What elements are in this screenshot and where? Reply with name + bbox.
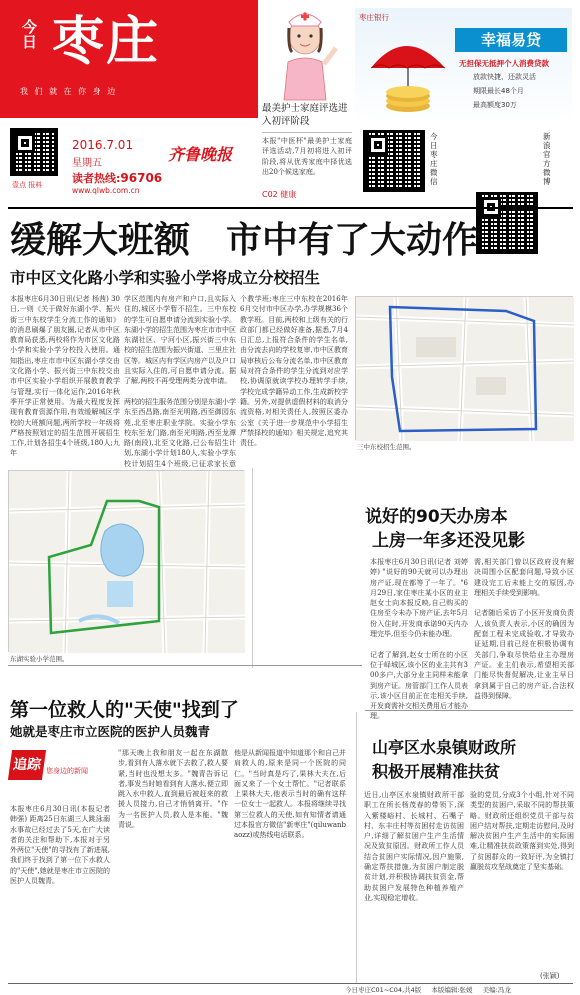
story3-column-logo xyxy=(10,748,110,802)
hotline-label: 读者热线: xyxy=(72,172,121,185)
footer-rule xyxy=(8,983,573,984)
brand-logo: 齐鲁晚报 xyxy=(168,145,233,164)
story3-logo-sub: 您身边的新闻 xyxy=(46,767,88,775)
lead-body-col2: 学区范围内有房产和户口,且实际入住的,城区小学暂不招生。三中东校的学生可自愿申请分流到实验小学。东湖小学的招生范围为枣庄市市中区东湖社区、宁河小区,振兴街三中东校的招生范围为振兴街道、三里庄社区等。城区内有学区内房产以及户口且实际入住的,可自愿申请分流。据了解,两校不再受理两类分流申请。 两校的招生服务范围分别是东湖小学东至西昌路,南至光明路,西至御园东苑,北至枣庄职业学院。实验小学东校东至龙门路,南至光明路,西至龙潭路(南段),北至文化路,已公布招生计划,东湖小学计划180人,实验小学东校计划招生4个班级,已征求家长意 xyxy=(124,295,236,468)
section-rule-right xyxy=(365,710,573,711)
umbrella-coins-icon xyxy=(361,28,451,120)
lead-body-col1: 本报枣庄6月30日讯(记者 杨茜) 30日,一则《关于做好东湖小学、振兴街三中东校学生分流工作的通知》的消息刷爆了朋友圈,记者从市中区教育局获悉,两校将作为市区文化路小学和实验小学分校投入使用。通知指出,枣庄市市中区东湖小学交由文化路小学、振兴街三中东校交由市中区实验小学组织开展教育教学与管理,实行一体化运作,2016年秋季开学正常使用。为最大程度发挥现有教育资源作用,有效缓解城区学校的大班额问题,两所学校一年级将严格按照划定的招生范围开展招生工作,计划各招生4个班级,180人;九年 xyxy=(10,295,120,458)
lead-subhead: 市中区文化路小学和实验小学将成立分校招生 xyxy=(10,269,321,287)
bank-line3: 期限最长48个月 xyxy=(473,87,524,95)
issue-date: 2016.7.01 xyxy=(72,138,134,152)
wechat-qr-code[interactable] xyxy=(363,130,425,192)
hotline-number: 96706 xyxy=(120,171,163,185)
lead-map-large xyxy=(8,470,244,652)
story4-headline-line1: 山亭区水泉镇财政所 xyxy=(372,738,517,757)
promo-title: 最美护士家庭评选进入初评阶段 xyxy=(262,103,348,127)
masthead-logo-prefix: 今日 xyxy=(22,18,38,51)
bank-ad[interactable] xyxy=(355,8,572,123)
app-qr-code[interactable] xyxy=(10,128,58,176)
story3-body-col2: "那天晚上我和朋友一起在东湖散步,看到有人落水就下去救了,救人要紧,当时也没想太多。"魏青告诉记者,事发当时她看到有人落水,便立即跳入水中救人,直到最后被赶来的救援人员接力,自己才悄悄离开。"作为一名医护人员,救人是本能。"魏青说。 xyxy=(118,749,228,830)
story3-logo-main: 追踪 xyxy=(8,750,46,780)
website-url[interactable]: www.qlwb.com.cn xyxy=(72,186,140,195)
column-rule-1 xyxy=(252,468,253,668)
promo-tag: C02 健康 xyxy=(262,190,297,199)
footer-pages: 今日枣庄C01~C04,共4版 xyxy=(345,986,422,994)
lead-map-small-caption: 三中东校招生范围。 xyxy=(357,443,416,451)
app-caption: 壹点 报料 xyxy=(12,181,43,189)
story2-body-col1: 本报枣庄6月30日讯(记者 刘婷婷) "说好的90天就可以办理出房产证,现在都等了一年了。"6月29日,家住枣庄某小区的业主赵女士向本报反映,自己购买的住房至今未办下房产证,去年5月份入住时,开发商承诺90天内办理完毕,但至今仍未能办理。 记者了解到,赵女士所在的小区位于峄城区,该小区的业主共有300多户,大部分业主同样未能拿到房产证。房管部门工作人员表示,该小区目前正在走相关手续,开发商需补交相关费用后才能办理。 xyxy=(370,558,468,721)
story4-body-col2: 验的党员,分成3个小组,针对不同类型的贫困户,采取不同的帮扶策略。财政所还组织党员干部与贫困户结对帮扶,定期走访慰问,及时解决贫困户生产生活中的实际困难,让精准扶贫政策落到实处,得到了贫困群众的一致好评,为全镇打赢脱贫攻坚战奠定了坚实基础。 xyxy=(470,791,574,872)
story2-body-col2: 需,相关部门曾以区政府没有解决周围小区配套问题,导致小区建设完工后未能上交的原因,办理相关手续受到影响。 记者随后采访了小区开发商负责人,该负责人表示,小区的确因为配套工程未完成验收,才导致办证延期,目前已经在积极协调有关部门,争取尽快给业主办理房产证。业主们表示,希望相关部门能尽快督促解决,让业主早日拿到属于自己的房产证,合法权益得到保障。 xyxy=(474,558,574,700)
masthead-info xyxy=(0,118,258,200)
masthead-title: 枣庄 xyxy=(52,11,161,72)
column-rule-2 xyxy=(356,712,357,984)
lead-body-col3: 个教学班;枣庄三中东校在2016年6月交付市中区办学,办学规模36个教学班。目前,两校和上级有关的行政部门都已经做好准备,据悉,7月4日汇总,上报符合条件的学生名单,由分流去向的学校复审,市中区教育局审核后公布分流名单,市中区教育局对符合条件的学生分流到对应学校,协调原就读学校办理转学手续,学校完成学籍异动工作,生成新校学籍。另外,对提供虚假材料的取消分流资格,对相关责任人,按照区委办公室《关于进一步规范中小学招生严禁择校的通知》相关规定,追究其责任。 xyxy=(240,295,348,448)
story4-byline: (张颖) xyxy=(540,972,560,980)
nurse-illustration xyxy=(262,8,348,100)
story2-headline-line1: 说好的90天办房本 xyxy=(365,507,508,527)
promo-body: 本报"中医杯"最美护士家庭评选活动,7月初将进入初评阶段,将从优秀家庭中择优选出20个候选家庭。 xyxy=(262,137,352,176)
lead-map-large-caption: 东湖实验小学范围。 xyxy=(10,655,69,663)
story4-headline-line2: 积极开展精准扶贫 xyxy=(372,762,501,781)
promo-rule xyxy=(262,132,352,133)
story3-body-col3: 他是从新闻报道中知道那个和自己并肩救人的,原来是同一个医院的同仁。"当时真是巧了,果林大夫在,后面又来了一个女士帮忙。"记者联系上果林大夫,他表示当时的确有这样一位女士一起救人。本报将继续寻找第三位救人的天使,如有知情者请通过本报官方微信"新枣庄"(qiluwanbaozz)或热线电话联系。 xyxy=(234,749,346,840)
footer-designer: 美编:冯龙 xyxy=(482,986,511,994)
header-rule xyxy=(8,207,573,209)
bank-line1: 无担保无抵押个人消费贷款 xyxy=(459,59,549,68)
weibo-qr-label: 新浪官方微博 xyxy=(543,132,551,186)
issue-weekday: 星期五 xyxy=(72,158,102,169)
bank-product: 幸福易贷 xyxy=(455,28,567,52)
bank-line2: 放款快捷、还款灵活 xyxy=(473,73,536,81)
bank-name: 枣庄银行 xyxy=(359,13,389,22)
bank-line4: 最高额度30万 xyxy=(473,101,517,109)
weibo-qr-code[interactable] xyxy=(476,192,538,254)
footer-editor: 本版编辑:张媛 xyxy=(431,986,473,994)
story4-body-col1: 近日,山亭区水泉镇财政所干部职工在所长杨茂春的带领下,深入紫楼峪村、长城村、石嘴子村、东丰庄村等贫困村走访贫困户,详细了解贫困户生产生活情况及致贫原因。财政所工作人员结合贫困户实际情况,因户施策,确定帮扶措施,为贫困户制定脱贫计划,并积极协调扶贫资金,帮助贫困户发展特色种植养殖产业,实现稳定增收。 xyxy=(364,791,464,902)
lead-headline: 缓解大班额 市中有了大动作 xyxy=(10,219,479,261)
wechat-qr-label: 今日枣庄微信 xyxy=(430,132,438,186)
story3-headline: 第一位救人的"天使"找到了 xyxy=(10,699,239,721)
lead-map-small xyxy=(355,296,573,440)
story3-subhead: 她就是枣庄市立医院的医护人员魏青 xyxy=(10,724,211,739)
footer-info xyxy=(345,985,511,994)
masthead-slogan: 我 们 就 在 你 身 边 xyxy=(20,87,118,96)
story2-headline-line2: 上房一年多还没见影 xyxy=(372,531,525,551)
section-rule-left xyxy=(8,665,362,666)
story3-body-col1: 本报枣庄6月30日讯(本报记者 韩强) 距离25日东湖三人跳泳溺水事故已经过去了5天,在广大读者的关注和帮助下,本报对于另外两位"天使"的寻找有了新进展,我们终于找到了第一位下水救人的"天使",她就是枣庄市立医院的医护人员魏青。 xyxy=(10,805,110,886)
